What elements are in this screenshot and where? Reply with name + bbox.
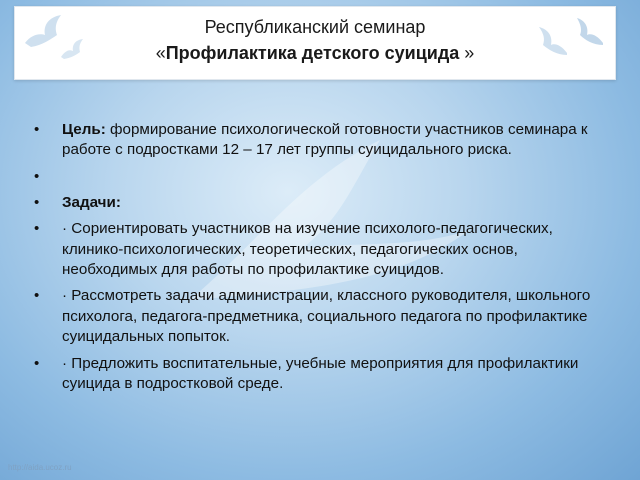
bullet-tasks-heading: [30, 193, 615, 213]
title-bold-text: Профилактика детского суицида: [165, 43, 460, 63]
bullet-text: · Сориентировать участников на изучение психолого-педагогических, клинико-психологических, теоретических, педагогических основ, необходимых для работы по профилактике суицидов.: [62, 220, 553, 279]
bullet-task-2: [30, 286, 615, 347]
watermark: http://aida.ucoz.ru: [8, 463, 72, 472]
bullet-goal: [30, 120, 615, 161]
bullet-dot: •: [34, 121, 40, 138]
bullet-label: Цель:: [62, 121, 106, 138]
bullet-task-1: [30, 219, 615, 280]
title-quote-open: «: [155, 43, 166, 63]
bullet-dot: •: [34, 287, 40, 305]
bullet-text: · Предложить воспитательные, учебные мероприятия для профилактики суицида в подростковой среде.: [62, 354, 579, 393]
title-line-1: Республиканский семинар: [204, 17, 426, 37]
bullet-text: · Рассмотреть задачи администрации, классного руководителя, школьного психолога, педагога-предметника, социального педагога по профилактике суицидальных попыток.: [62, 287, 591, 346]
bullet-dot: •: [34, 167, 40, 185]
title-box: [14, 6, 616, 80]
bullet-label: Задачи:: [62, 193, 121, 211]
bullet-dot: •: [34, 354, 40, 372]
title-line-2: [15, 43, 615, 64]
bullet-list: [30, 120, 615, 400]
title-quote-close: »: [459, 43, 475, 63]
bullet-dot: •: [34, 193, 40, 211]
bullet-text: формирование психологической готовности участников семинара к работе с подростками 12 – 17 лет группы суицидального риска.: [62, 121, 588, 159]
bullet-empty: [30, 167, 615, 187]
bullet-task-3: [30, 354, 615, 395]
bullet-dot: •: [34, 220, 40, 238]
